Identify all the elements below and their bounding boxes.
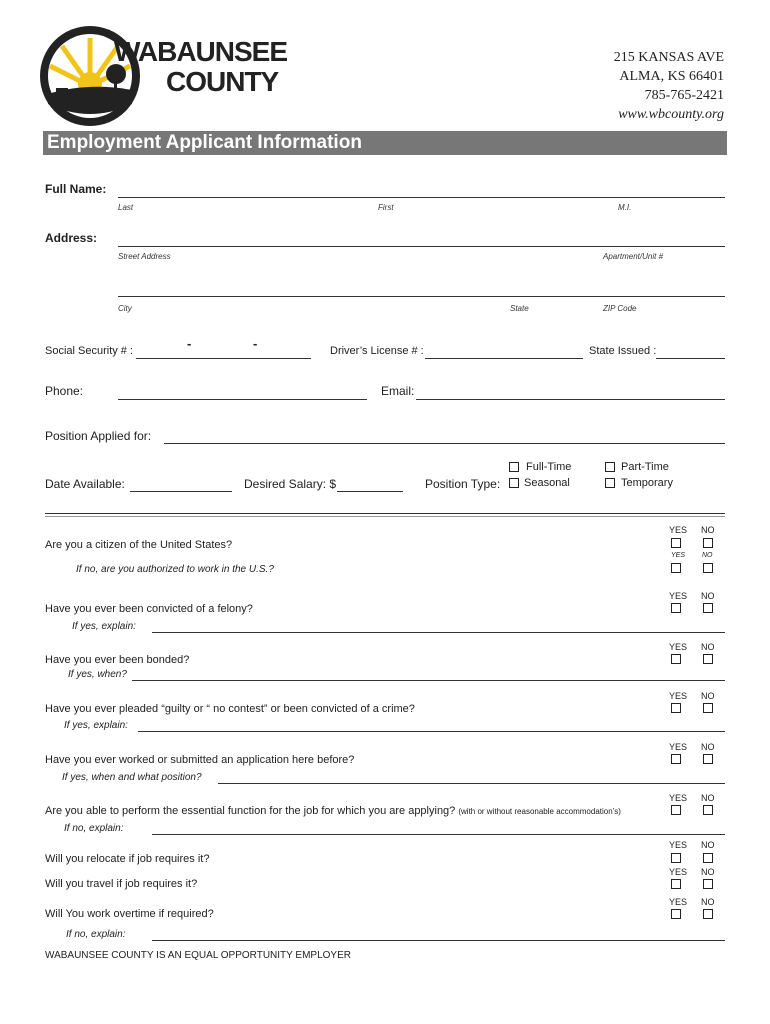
overtime-yes-checkbox[interactable] [671,909,681,919]
state-issued-label: State Issued : [589,345,657,357]
worked-no-checkbox[interactable] [703,754,713,764]
essential-yes-checkbox[interactable] [671,805,681,815]
q-relocate: Will you relocate if job requires it? [45,853,210,865]
full-name-line[interactable] [118,197,725,198]
travel-yes-header: YES [669,867,688,877]
overtime-yes-header: YES [669,897,688,907]
part-time-checkbox[interactable] [605,462,615,472]
authorized-yes-checkbox[interactable] [671,563,681,573]
q-essential-text: Are you able to perform the essential function for the job for which you are applying? [45,805,456,817]
ssn-label: Social Security # : [45,345,134,357]
temporary-label: Temporary [621,477,673,489]
ssn-line[interactable] [136,358,311,359]
date-available-label: Date Available: [45,477,125,491]
street-caption: Street Address [118,252,171,261]
essential-explain-line[interactable] [152,834,725,835]
felony-no-checkbox[interactable] [703,603,713,613]
logo-text-line1: WABAUNSEE [114,36,288,67]
first-caption: First [378,203,394,212]
full-name-label: Full Name: [45,182,107,196]
q-essential-explain: If no, explain: [64,823,124,834]
authorized-no-checkbox[interactable] [703,563,713,573]
temporary-checkbox[interactable] [605,478,615,488]
desired-salary-label: Desired Salary: $ [244,477,337,491]
q-essential [45,805,621,817]
pleaded-no-checkbox[interactable] [703,703,713,713]
bonded-yes-checkbox[interactable] [671,654,681,664]
citizen-yes-header: YES [669,525,688,535]
ssn-dash-2: - [253,336,258,351]
pleaded-yes-header: YES [669,691,688,701]
worked-no-header: NO [701,742,715,752]
email-line[interactable] [416,399,725,400]
pleaded-explain-line[interactable] [138,731,725,732]
zip-caption: ZIP Code [603,304,637,313]
position-applied-line[interactable] [164,443,725,444]
bonded-yes-header: YES [669,642,688,652]
felony-yes-checkbox[interactable] [671,603,681,613]
seasonal-checkbox[interactable] [509,478,519,488]
travel-no-checkbox[interactable] [703,879,713,889]
position-applied-label: Position Applied for: [45,429,152,443]
dl-line[interactable] [425,358,583,359]
q-worked-before: Have you ever worked or submitted an application here before? [45,754,355,766]
citizen-no-header: NO [701,525,715,535]
felony-yes-header: YES [669,591,688,601]
email-label: Email: [381,384,415,398]
essential-no-header: NO [701,793,715,803]
q-worked-before-when: If yes, when and what position? [62,772,202,783]
travel-yes-checkbox[interactable] [671,879,681,889]
page-title: Employment Applicant Information [47,132,362,153]
seasonal-label: Seasonal [524,477,570,489]
last-caption: Last [118,203,134,212]
street-line[interactable] [118,246,725,247]
section-divider-2 [45,516,725,517]
county-logo [38,24,288,128]
contact-block [614,48,724,124]
essential-no-checkbox[interactable] [703,805,713,815]
relocate-no-checkbox[interactable] [703,853,713,863]
overtime-no-header: NO [701,897,715,907]
phone-line[interactable] [118,399,367,400]
relocate-yes-header: YES [669,840,688,850]
worked-before-line[interactable] [218,783,725,784]
q-felony: Have you ever been convicted of a felony? [45,603,253,615]
q-authorized: If no, are you authorized to work in the U.S.? [76,564,274,575]
relocate-yes-checkbox[interactable] [671,853,681,863]
dl-label: Driver’s License # : [330,345,424,357]
position-type-label: Position Type: [425,477,501,491]
logo-text-line2: COUNTY [166,66,279,97]
phone-label: Phone: [45,384,84,398]
address-label: Address: [45,231,98,245]
ssn-dash-1: - [187,336,192,351]
contact-web: www.wbcounty.org [618,107,724,122]
overtime-no-checkbox[interactable] [703,909,713,919]
city-caption: City [118,304,132,313]
q-felony-explain: If yes, explain: [72,621,136,632]
contact-street: 215 KANSAS AVE [613,50,724,65]
state-caption: State [510,304,529,313]
title-banner [43,131,727,155]
q-bonded-when: If yes, when? [68,669,127,680]
contact-phone: 785-765-2421 [644,88,724,103]
travel-no-header: NO [701,867,715,877]
q-pleaded: Have you ever pleaded “guilty or “ no contest” or been convicted of a crime? [45,703,415,715]
pleaded-yes-checkbox[interactable] [671,703,681,713]
q-travel: Will you travel if job requires it? [45,878,198,890]
state-issued-line[interactable] [656,358,725,359]
citizen-no-checkbox[interactable] [703,538,713,548]
date-available-line[interactable] [130,491,232,492]
felony-no-header: NO [701,591,715,601]
bonded-when-line[interactable] [132,680,725,681]
felony-explain-line[interactable] [152,632,725,633]
worked-yes-checkbox[interactable] [671,754,681,764]
city-line[interactable] [118,296,725,297]
q-essential-note: (with or without reasonable accommodation’s) [458,807,621,816]
bonded-no-header: NO [701,642,715,652]
relocate-no-header: NO [701,840,715,850]
full-time-label: Full-Time [526,461,572,473]
worked-yes-header: YES [669,742,688,752]
part-time-label: Part-Time [621,461,669,473]
desired-salary-line[interactable] [337,491,403,492]
unit-caption: Apartment/Unit # [603,252,664,261]
q-bonded: Have you ever been bonded? [45,654,190,666]
authorized-no-header: NO [702,552,713,559]
citizen-yes-checkbox[interactable] [671,538,681,548]
contact-city: ALMA, KS 66401 [619,69,724,84]
section-divider [45,513,725,514]
full-time-checkbox[interactable] [509,462,519,472]
eeo-footer: WABAUNSEE COUNTY IS AN EQUAL OPPORTUNITY EMPLOYER [45,950,351,961]
q-overtime-explain: If no, explain: [66,929,126,940]
overtime-explain-line[interactable] [152,940,725,941]
q-overtime: Will You work overtime if required? [45,908,214,920]
q-pleaded-explain: If yes, explain: [64,720,128,731]
q-citizen: Are you a citizen of the United States? [45,539,233,551]
bonded-no-checkbox[interactable] [703,654,713,664]
essential-yes-header: YES [669,793,688,803]
mi-caption: M.I. [618,203,632,212]
pleaded-no-header: NO [701,691,715,701]
authorized-yes-header: YES [671,552,686,559]
